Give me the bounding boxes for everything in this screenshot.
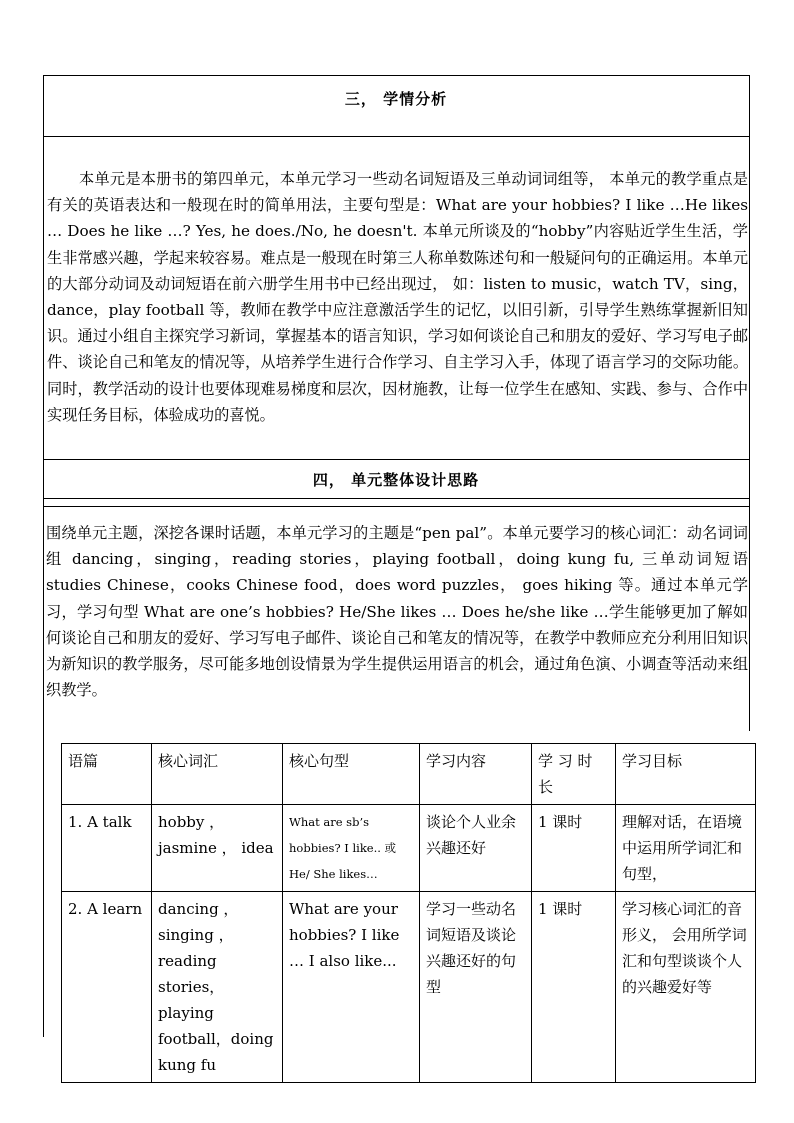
header-duration: 学 习 时 长 [532,744,616,805]
header-sentence: 核心句型 [283,744,420,805]
section-3-title: 三， 学情分析 [344,90,448,108]
header-content: 学习内容 [420,744,532,805]
table-row [62,892,756,1083]
cell-vocab: dancing ， singing ， reading stories，playing football，doing kung fu [152,892,283,1083]
frame-divider-4 [43,506,749,507]
cell-goal: 理解对话，在语境中运用所学词汇和句型， [616,805,756,892]
section-4-text: 围绕单元主题，深挖各课时话题，本单元学习的主题是“pen pal”。本单元要学习的核心词汇：动名词词组 dancing，singing，reading stories，playing football，doing kung fu, 三单动词短语 studies Chinese，cooks Chinese food，does word puzzles， goes hiking 等。通过本单元学习，学习句型 What are one’s hobbies? He/She likes … Does he/she like …学生能够更加了解如何谈论自己和朋友的爱好、学习写电子邮件、谈论自己和笔友的情况等，在教学中教师应充分利用旧知识为新知识的教学服务，尽可能多地创设情景为学生提供运用语言的机会，通过角色演、小调查等活动来组织教学。 [46,524,748,700]
frame-divider-3 [43,498,749,499]
unit-overview-table [61,743,756,1083]
cell-passage: 1. A talk [62,805,152,892]
section-3-paragraph [47,166,748,428]
header-passage: 语篇 [62,744,152,805]
frame-divider-2 [43,459,749,460]
header-vocab: 核心词汇 [152,744,283,805]
cell-vocab: hobby ， jasmine ， idea [152,805,283,892]
section-4-paragraph [46,520,748,703]
cell-content: 谈论个人业余兴趣还好 [420,805,532,892]
frame-left-extension [43,731,44,1037]
cell-duration: 1 课时 [532,805,616,892]
cell-duration: 1 课时 [532,892,616,1083]
section-3-text: 本单元是本册书的第四单元，本单元学习一些动名词短语及三单动词词组等， 本单元的教学重点是有关的英语表达和一般现在时的简单用法，主要句型是：What are your hobbies? I like …He likes … Does he like …? Yes, he does./No, he doesn't. 本单元所谈及的“hobby”内容贴近学生生活，学生非常感兴趣，学起来较容易。难点是一般现在时第三人称单数陈述句和一般疑问句的正确运用。本单元的大部分动词及动词短语在前六册学生用书中已经出现过， 如：listen to music，watch TV，sing，dance，play football 等，教师在教学中应注意激活学生的记忆，以旧引新，引导学生熟练掌握新旧知识。通过小组自主探究学习新词，掌握基本的语言知识，学习如何谈论自己和朋友的爱好、学习写电子邮件、谈论自己和笔友的情况等，从培养学生进行合作学习、自主学习入手，体现了语言学习的交际功能。同时，教学活动的设计也要体现难易梯度和层次，因材施教，让每一位学生在感知、实践、参与、合作中实现任务目标，体验成功的喜悦。 [47,170,748,424]
table-row [62,805,756,892]
cell-passage: 2. A learn [62,892,152,1083]
section-4-title: 四， 单元整体设计思路 [312,471,480,489]
cell-content: 学习一些动名词短语及谈论兴趣还好的句型 [420,892,532,1083]
cell-goal: 学习核心词汇的音形义， 会用所学词汇和句型谈谈个人的兴趣爱好等 [616,892,756,1083]
header-goal: 学习目标 [616,744,756,805]
cell-sentence: What are your hobbies? I like … I also like... [283,892,420,1083]
cell-sentence: What are sb’s hobbies? I like.. 或 He/ She likes… [283,805,420,892]
frame-divider-1 [43,136,749,137]
table-header-row [62,744,756,805]
frame-top-border [43,75,749,76]
